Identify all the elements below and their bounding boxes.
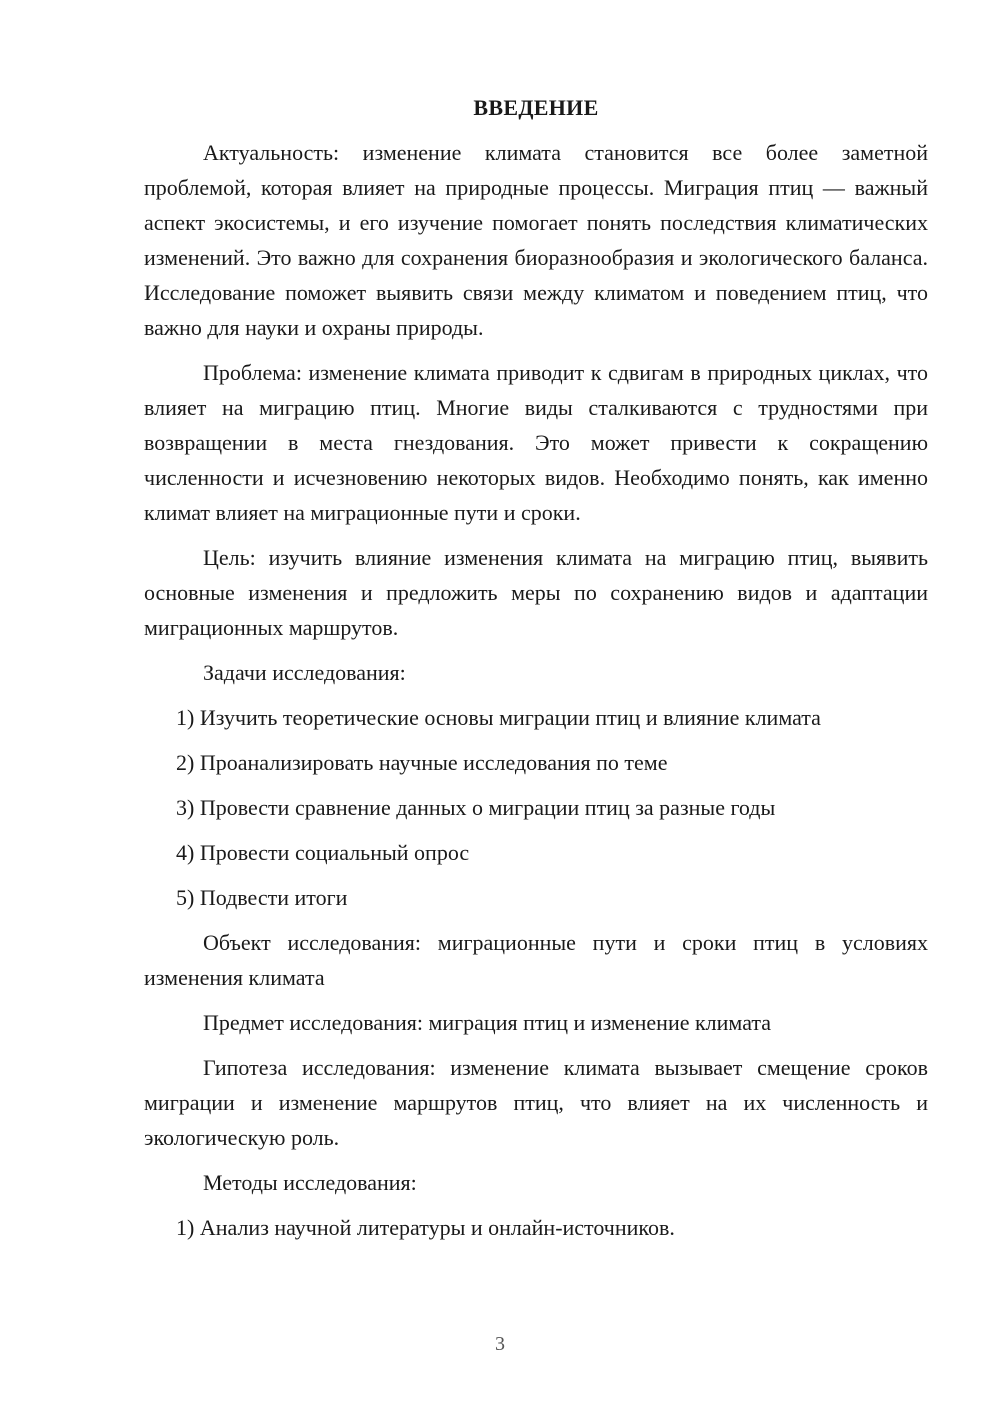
method-item-1: 1) Анализ научной литературы и онлайн-источников. [176, 1215, 675, 1240]
task-item-4: 4) Провести социальный опрос [176, 840, 470, 865]
methods-heading: Методы исследования: [203, 1170, 417, 1195]
paragraph-goal: Цель: изучить влияние изменения климата на миграцию птиц, выявить основные изменения и предложить меры по сохранению видов и адаптации миграционных маршрутов. [144, 545, 928, 640]
document-page [144, 90, 928, 1255]
task-item-1: 1) Изучить теоретические основы миграции птиц и влияние климата [176, 705, 821, 730]
paragraph-object: Объект исследования: миграционные пути и сроки птиц в условиях изменения климата [144, 930, 928, 990]
task-item-2: 2) Проанализировать научные исследования по теме [176, 750, 668, 775]
paragraph-problem: Проблема: изменение климата приводит к сдвигам в природных циклах, что влияет на миграцию птиц. Многие виды сталкиваются с трудностями при возвращении в места гнездования. Это может привести к сокращению численности и исчезновению некоторых видов. Необходимо понять, как именно климат влияет на миграционные пути и сроки. [144, 360, 928, 525]
page-number: 3 [495, 1333, 505, 1355]
paragraph-hypothesis: Гипотеза исследования: изменение климата вызывает смещение сроков миграции и изменение маршрутов птиц, что влияет на их численность и экологическую роль. [144, 1055, 928, 1150]
paragraph-subject: Предмет исследования: миграция птиц и изменение климата [203, 1010, 772, 1035]
page-title: ВВЕДЕНИЕ [473, 95, 599, 120]
paragraph-relevance: Актуальность: изменение климата становится все более заметной проблемой, которая влияет на природные процессы. Миграция птиц — важный аспект экосистемы, и его изучение помогает понять последствия климатических изменений. Это важно для сохранения биоразнообразия и экологического баланса. Исследование поможет выявить связи между климатом и поведением птиц, что важно для науки и охраны природы. [144, 140, 928, 340]
tasks-heading: Задачи исследования: [203, 660, 406, 685]
task-item-3: 3) Провести сравнение данных о миграции птиц за разные годы [176, 795, 776, 820]
task-item-5: 5) Подвести итоги [176, 885, 348, 910]
